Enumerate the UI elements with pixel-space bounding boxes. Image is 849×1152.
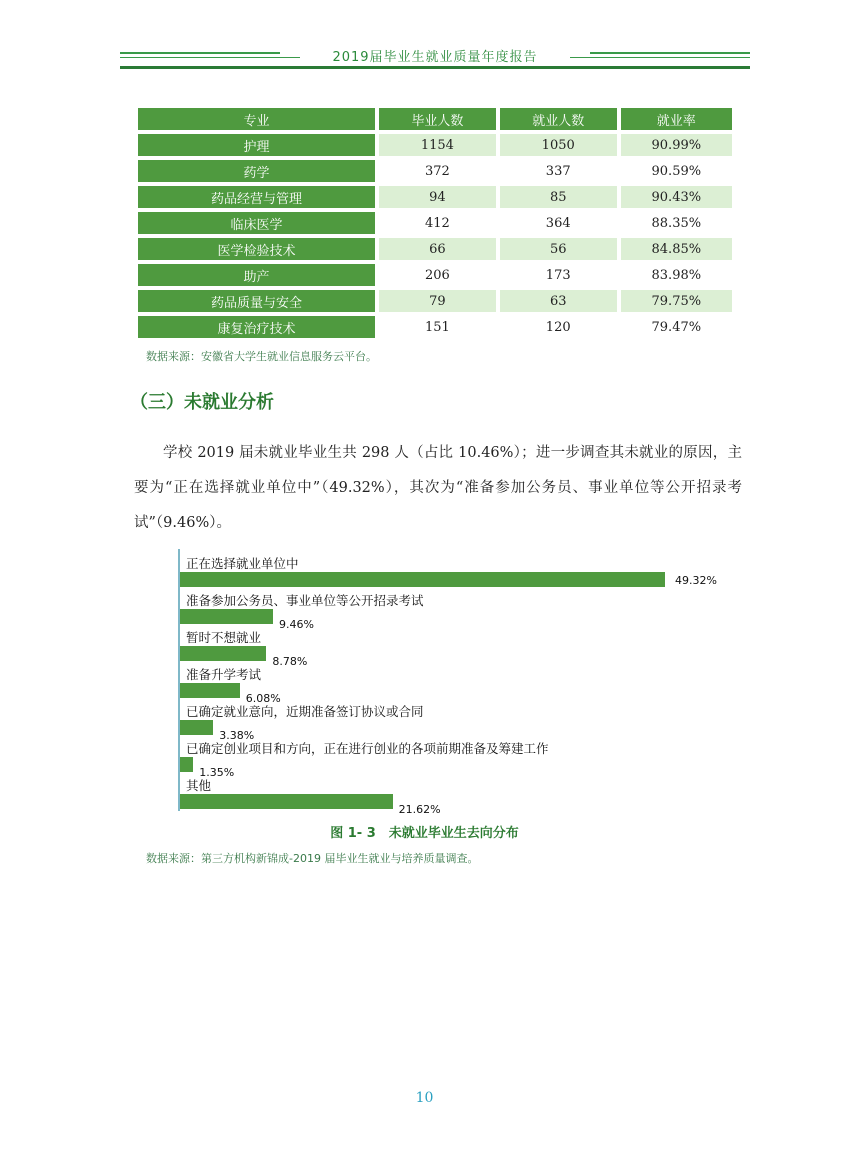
header-rule-right-thin: [570, 57, 750, 58]
unemployed-destination-chart: [176, 549, 736, 816]
employment-rate: 79.75%: [621, 290, 732, 312]
major-name: 临床医学: [138, 212, 375, 234]
major-name: 药品质量与安全: [138, 290, 375, 312]
table-row: [138, 212, 732, 234]
table-row: [138, 290, 732, 312]
table-row: [138, 134, 732, 156]
chart-source-note: 数据来源：第三方机构新锦成-2019 届毕业生就业与培养质量调查。: [146, 852, 479, 865]
chart-value-label: 9.46%: [279, 618, 314, 631]
table-row: [138, 264, 732, 286]
table-row: [138, 160, 732, 182]
chart-value-label: 21.62%: [398, 803, 441, 816]
employment-rate: 83.98%: [621, 264, 732, 286]
chart-bar: [180, 794, 393, 809]
employed-count: 56: [500, 238, 617, 260]
page-number: 10: [415, 1090, 434, 1106]
employed-count: 337: [500, 160, 617, 182]
graduates-count: 412: [379, 212, 496, 234]
table-row: [138, 316, 732, 338]
employed-count: 1050: [500, 134, 617, 156]
chart-bar: [180, 572, 665, 587]
page-header: [120, 44, 750, 74]
major-name: 护理: [138, 134, 375, 156]
chart-category-label: 已确定创业项目和方向，正在进行创业的各项前期准备及筹建工作: [186, 741, 549, 756]
major-name: 药品经营与管理: [138, 186, 375, 208]
chart-value-label: 1.35%: [199, 766, 235, 779]
chart-value-label: 6.08%: [245, 692, 281, 705]
graduates-count: 94: [379, 186, 496, 208]
chart-bar: [180, 646, 266, 661]
major-name: 助产: [138, 264, 375, 286]
chart-category-label: 其他: [186, 778, 212, 793]
chart-category-label: 准备升学考试: [186, 667, 262, 682]
chart-value-label: 49.32%: [675, 574, 717, 587]
graduates-count: 206: [379, 264, 496, 286]
header-base-rule: [120, 66, 750, 69]
chart-category-label: 准备参加公务员、事业单位等公开招录考试: [186, 593, 424, 608]
major-name: 医学检验技术: [138, 238, 375, 260]
employed-count: 85: [500, 186, 617, 208]
body-paragraph: [134, 436, 742, 541]
major-name: 药学: [138, 160, 375, 182]
chart-value-label: 3.38%: [219, 729, 255, 742]
chart-bar: [180, 757, 193, 772]
table-row: [138, 186, 732, 208]
major-employment-table: [134, 104, 736, 342]
column-header: 专业: [138, 108, 375, 130]
employment-rate: 84.85%: [621, 238, 732, 260]
employment-rate: 90.59%: [621, 160, 732, 182]
employment-rate: 79.47%: [621, 316, 732, 338]
graduates-count: 66: [379, 238, 496, 260]
figure-caption: 图 1- 3 未就业毕业生去向分布: [330, 826, 519, 841]
column-header: 毕业人数: [379, 108, 496, 130]
employed-count: 173: [500, 264, 617, 286]
table-header-row: [138, 108, 732, 130]
paragraph-text: 学校 2019 届未就业毕业生共 298 人（占比 10.46%）；进一步调查其未就业的原因，主要为“正在选择就业单位中”（49.32%），其次为“准备参加公务员、事业单位等公开招录考试”（9.46%）。: [134, 445, 742, 531]
table-row: [138, 238, 732, 260]
graduates-count: 1154: [379, 134, 496, 156]
employed-count: 364: [500, 212, 617, 234]
chart-category-label: 暂时不想就业: [186, 630, 262, 645]
chart-bar: [180, 683, 240, 698]
employed-count: 120: [500, 316, 617, 338]
chart-bar: [180, 720, 213, 735]
column-header: 就业率: [621, 108, 732, 130]
employment-rate: 90.99%: [621, 134, 732, 156]
major-name: 康复治疗技术: [138, 316, 375, 338]
table-source-note: 数据来源：安徽省大学生就业信息服务云平台。: [146, 350, 377, 363]
graduates-count: 151: [379, 316, 496, 338]
section-title: （三）未就业分析: [130, 392, 274, 413]
employment-rate: 90.43%: [621, 186, 732, 208]
graduates-count: 79: [379, 290, 496, 312]
chart-value-label: 8.78%: [272, 655, 308, 668]
graduates-count: 372: [379, 160, 496, 182]
employed-count: 63: [500, 290, 617, 312]
chart-category-label: 正在选择就业单位中: [186, 556, 299, 571]
chart-category-label: 已确定就业意向，近期准备签订协议或合同: [186, 704, 424, 719]
employment-rate: 88.35%: [621, 212, 732, 234]
column-header: 就业人数: [500, 108, 617, 130]
header-rule-right: [590, 52, 750, 54]
header-title: 2019届毕业生就业质量年度报告: [332, 50, 538, 65]
chart-bar: [180, 609, 273, 624]
